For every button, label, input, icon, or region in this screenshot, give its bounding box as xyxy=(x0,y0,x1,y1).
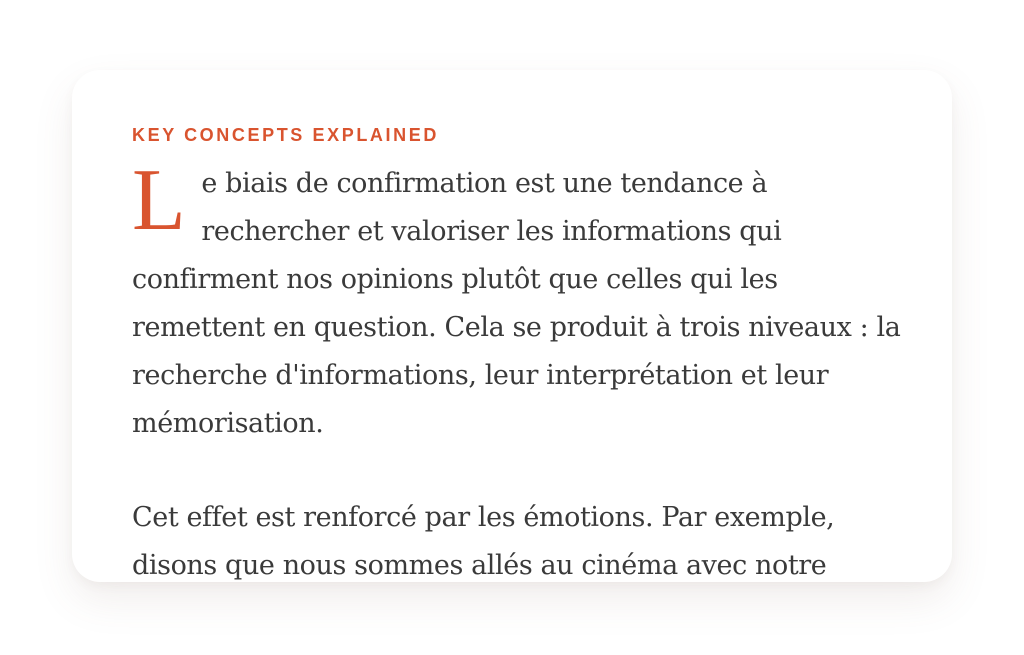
article-body xyxy=(132,152,902,582)
concept-card xyxy=(72,70,952,582)
card-content xyxy=(132,124,902,582)
section-eyebrow: KEY CONCEPTS EXPLAINED xyxy=(132,125,439,145)
drop-cap: L xyxy=(132,152,186,249)
paragraph-1-text: e biais de confirmation est une tendance à rechercher et valoriser les informations qui confirment nos opinions plutôt que celles qui les remettent en question. Cela se produit à trois niveaux : la recherche d'informations, leur interprétation et leur mémorisation. xyxy=(132,168,901,439)
paragraph-1 xyxy=(132,152,902,448)
paragraph-2-text: Cet effet est renforcé par les émotions. Par exemple, disons que nous sommes allés au cinéma avec notre xyxy=(132,502,835,581)
paragraph-2 xyxy=(132,494,902,582)
